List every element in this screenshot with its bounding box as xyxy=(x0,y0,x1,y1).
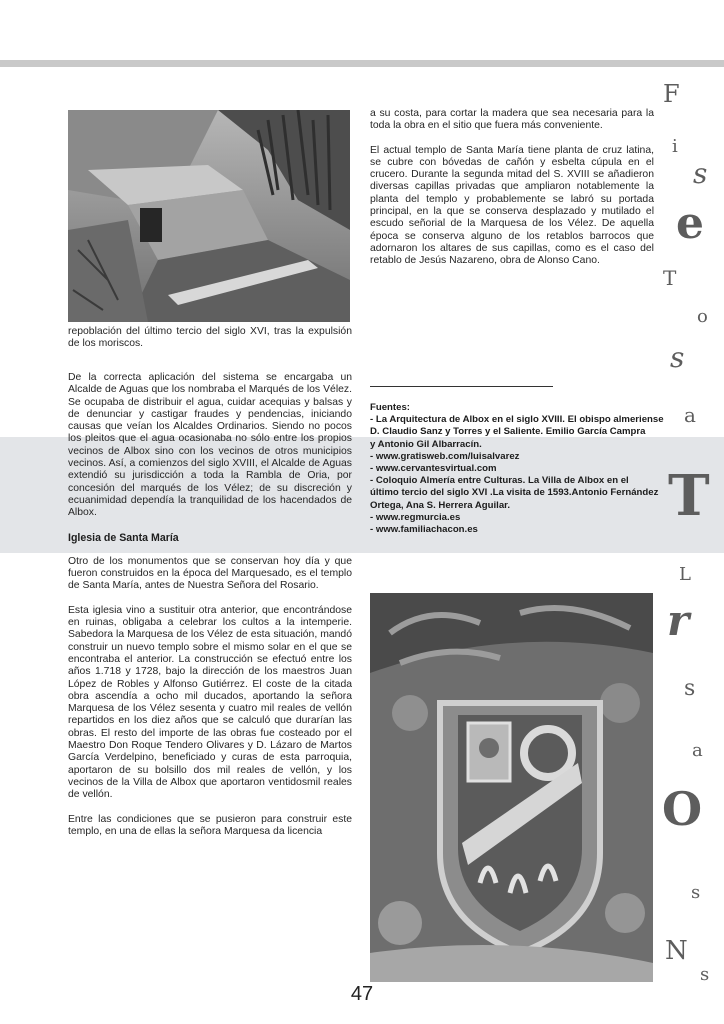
deco-letter: a xyxy=(684,403,696,427)
deco-letter: s xyxy=(693,157,708,190)
church-construction-paragraph: Esta iglesia vino a sustituir otra anterior, que encontrándose en ruinas, obligaba a celebrar los cultos a la intemperie. Sabedora la Marquesa de los Vélez de esta situación, mandó construir un nuevo templo sobre el mismo solar en el que se encontraba el anterior. La construcción se efectuó entre los años 1.718 y 1728, bajo la dirección de los maestros Juan López de Robles y Alfonso Gutiérrez. El coste de la citada obra ascendía a ocho mil ducados, aportando la señora Marquesa de los Vélez sesenta y cuatro mil reales de vellón repartidos en los diez años que se calculó que durarían las obras. El resto del importe de las obras fue costeado por el Maestro Don Roque Tendero Olivares y D. Lázaro de Martos García Verdelpino, beneficiado y curas de esta parroquia, aportaron de su bolsillo dos mil reales de vellón, y los vecinos de la Villa de Albox que aportaron ventidosmil reales de vellón. xyxy=(68,604,352,801)
page-number: 47 xyxy=(350,983,374,1005)
right-column-top xyxy=(370,108,654,280)
deco-letter: O xyxy=(662,782,703,836)
deco-letter: N xyxy=(665,936,688,966)
source-link[interactable]: - www.gratisweb.com/luisalvarez xyxy=(370,450,520,462)
source-link[interactable]: - www.familiachacon.es xyxy=(370,524,478,536)
source-line: - La Arquitectura de Albox en el siglo XVIII. El obispo almeriense xyxy=(370,414,664,426)
sources-heading: Fuentes: xyxy=(370,402,410,413)
section-heading: Iglesia de Santa María xyxy=(68,531,179,544)
deco-letter: o xyxy=(697,306,708,327)
source-line: - Coloquio Almería entre Culturas. La Villa de Albox en el xyxy=(370,475,629,487)
deco-letter: L xyxy=(679,564,691,585)
deco-letter: T xyxy=(663,266,677,290)
deco-letter: i xyxy=(672,136,678,157)
source-line: último tercio del siglo XVI .La visita de 1593.Antonio Fernández xyxy=(370,487,659,499)
deco-letter: F xyxy=(663,80,680,108)
source-line: Ortega, Ana S. Herrera Aguilar. xyxy=(370,499,511,511)
source-line: y Antonio Gil Albarracín. xyxy=(370,438,482,450)
coat-of-arms-photo xyxy=(370,593,653,982)
deco-letter: a xyxy=(692,740,703,761)
water-mayor-paragraph: De la correcta aplicación del sistema se encargaba un Alcalde de Aguas que los nombraba el Marqués de los Vélez. Se ocupaba de distribuir el agua, cuidar acequias y balsas y de denunciar y castigar fraudes y pendencias, iniciando causas que veían los Alcaldes Ordinarios. Siendo no pocos los pleitos que el agua ocasionaba no sólo entre los propios vecinos de Albox sino con los vecinos de otros municipios vecinos. Así, a comienzos del siglo XVIII, el Alcalde de Aguas extendió su jurisdicción a toda la Rambla de Oria, por concesión del marqués de los Vélez; de su discreción y ecuanimidad dependía la tranquilidad de los hacendados de Albox. xyxy=(68,372,352,519)
left-column-top xyxy=(68,326,352,363)
deco-letter: s xyxy=(691,882,701,903)
deco-letter: s xyxy=(700,964,710,985)
sources-block xyxy=(370,402,664,536)
sources-divider xyxy=(370,386,553,387)
conditions-paragraph: Entre las condiciones que se pusieron para construir este templo, en una de ellas la señora Marquesa da licencia xyxy=(68,813,352,837)
left-column-main xyxy=(68,372,352,850)
deco-letter: s xyxy=(670,341,685,374)
deco-letter: s xyxy=(684,676,696,701)
source-link[interactable]: - www.cervantesvirtual.com xyxy=(370,463,497,475)
deco-letter: T xyxy=(668,463,710,529)
temple-description-paragraph: El actual templo de Santa María tiene planta de cruz latina, se cubre con bóvedas de cañón y esbelta cúpula en el crucero. Durante la segunda mitad del S. XVIII se añadieron diversas capillas privadas que ampliaron notablemente la planta del templo y probablemente se labró su portada principal, en la que se conserva desplazado y mutilado el escudo señorial de la Marquesa de los Vélez. De aquella época se conserva alguno de los retablos barrocos que adornaron los altares de sus capillas, como es el caso del retablo de Jesús Nazareno, obra de Alonso Cano. xyxy=(370,144,654,267)
source-line: D. Claudio Sanz y Torres y el Saliente. Emilio García Campra xyxy=(370,426,646,438)
deco-letter: e xyxy=(676,198,704,249)
monument-paragraph: Otro de los monumentos que se conservan hoy día y que fueron construidos en la época del Marquesado, es el templo de Santa María, antes de Nuestra Señora del Rosario. xyxy=(68,555,352,592)
deco-letter: r xyxy=(667,596,690,645)
wood-paragraph: a su costa, para cortar la madera que sea necesaria para la toda la obra en el sitio que fuera más conveniente. xyxy=(370,108,654,132)
intro-paragraph: repoblación del último tercio del siglo XVI, tras la expulsión de los moriscos. xyxy=(68,326,352,350)
source-link[interactable]: - www.regmurcia.es xyxy=(370,511,461,523)
irrigation-channel-photo xyxy=(68,110,350,322)
top-rule xyxy=(0,60,724,67)
